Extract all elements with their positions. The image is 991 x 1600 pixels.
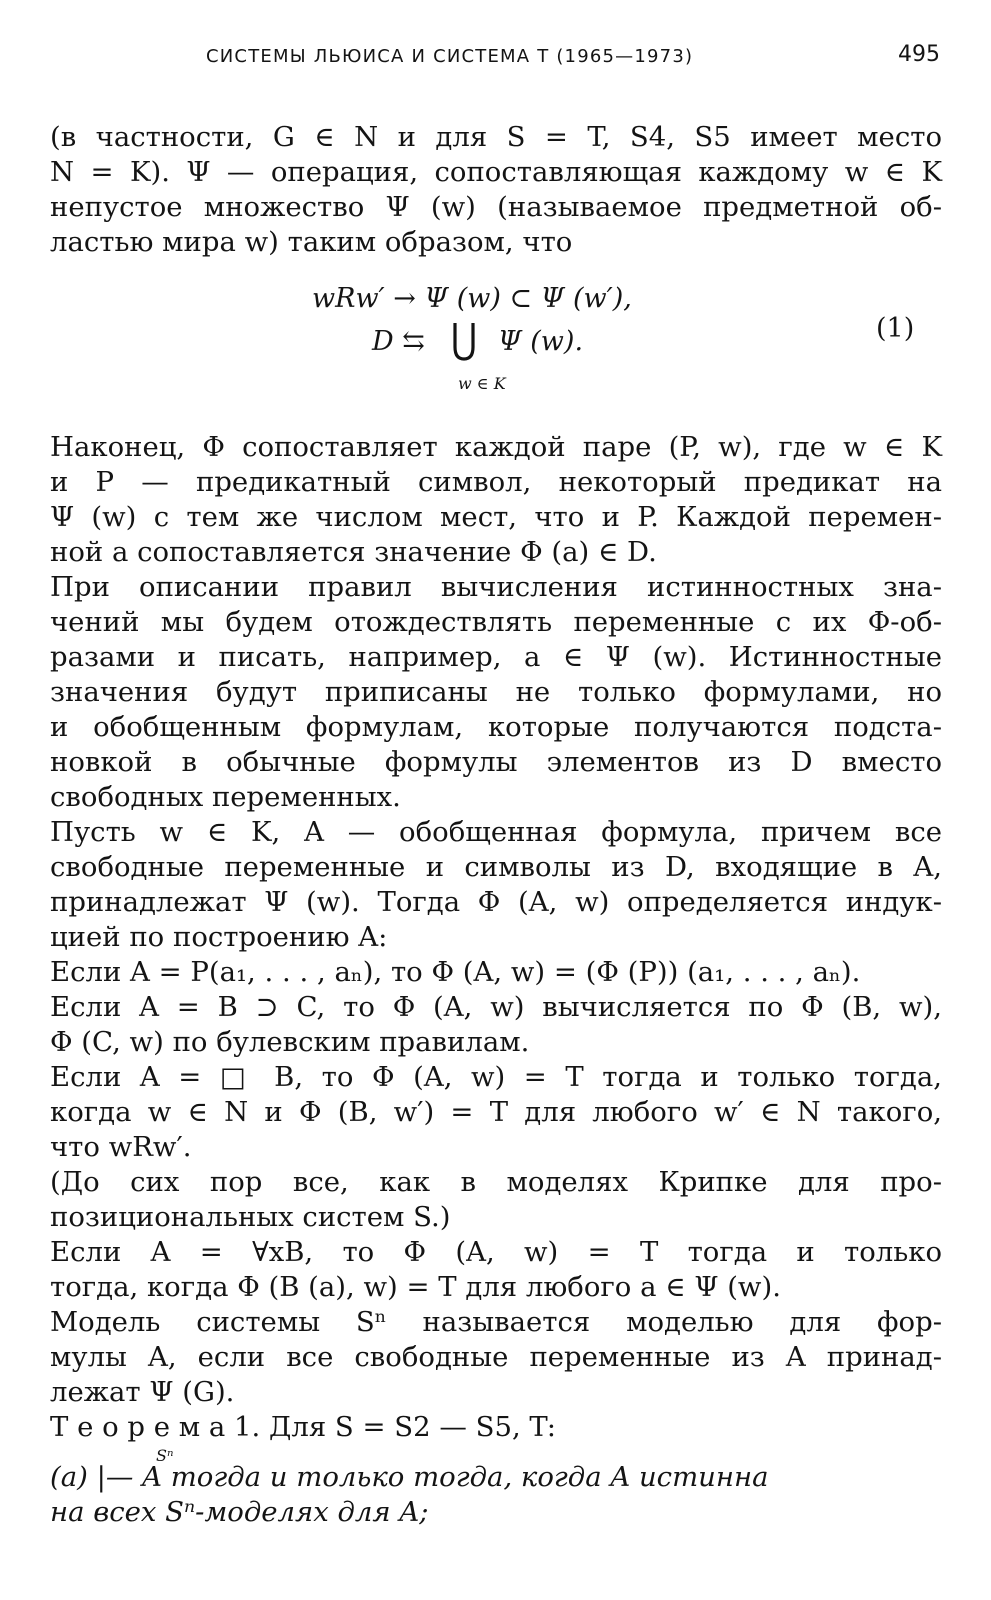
text-line: когда w ∈ N и Φ (B, w′) = T для любого w′ ∈ N такого, xyxy=(50,1096,942,1128)
text-line: Если A = □ B, то Φ (A, w) = T тогда и только тогда, xyxy=(50,1061,942,1093)
text-line: что wRw′. xyxy=(50,1131,192,1163)
text-line: Пусть w ∈ K, A — обобщенная формула, причем все xyxy=(50,816,942,848)
text-line: новкой в обычные формулы элементов из D вместо xyxy=(50,746,942,778)
union-symbol xyxy=(451,319,477,363)
text-line: и обобщенным формулам, которые получаются подста- xyxy=(50,711,942,743)
text-line: Наконец, Φ сопоставляет каждой паре (P, w), где w ∈ K xyxy=(50,431,942,463)
text-line: позициональных систем S.) xyxy=(50,1201,451,1233)
intro-line: (в частности, G ∈ N и для S = T, S4, S5 имеет место xyxy=(50,121,942,153)
text-line: Модель системы Sⁿ называется моделью для фор- xyxy=(50,1306,942,1338)
text-line: Если A = ∀xB, то Φ (A, w) = T тогда и только xyxy=(50,1236,942,1268)
formula-line-2-left: D ⇆ xyxy=(372,326,425,357)
text-line: значения будут приписаны не только формулами, но xyxy=(50,676,942,708)
text-line: цией по построению A: xyxy=(50,921,388,953)
theorem-part-a-line: на всех Sⁿ-моделях для A; xyxy=(50,1496,429,1528)
rule-atomic: Если A = P(a₁, . . . , aₙ), то Φ (A, w) = (Φ (P)) (a₁, . . . , aₙ). xyxy=(50,956,861,988)
text-line: принадлежат Ψ (w). Тогда Φ (A, w) определяется индук- xyxy=(50,886,942,918)
text-line: (До сих пор все, как в моделях Крипке для про- xyxy=(50,1166,942,1198)
formula-line-1: wRw′ → Ψ (w) ⊂ Ψ (w′), xyxy=(312,283,632,314)
theorem-part-a-line: (a) |— A тогда и только тогда, когда A истинна xyxy=(50,1461,769,1493)
page-number: 495 xyxy=(898,42,940,67)
theorem-heading: Т е о р е м а 1. Для S = S2 — S5, T: xyxy=(50,1411,557,1443)
text-line: разами и писать, например, a ∈ Ψ (w). Истинностные xyxy=(50,641,942,673)
text-line: и P — предикатный символ, некоторый предикат на xyxy=(50,466,942,498)
text-line: лежат Ψ (G). xyxy=(50,1376,235,1408)
text-line: Φ (C, w) по булевским правилам. xyxy=(50,1026,530,1058)
text-line: свободных переменных. xyxy=(50,781,401,813)
formula-line-2-right: Ψ (w). xyxy=(498,326,584,357)
text-line: тогда, когда Φ (B (a), w) = T для любого a ∈ Ψ (w). xyxy=(50,1271,781,1303)
text-line: При описании правил вычисления истинностных зна- xyxy=(50,571,942,603)
formula-subscript: w ∈ K xyxy=(458,374,506,393)
intro-line: N = K). Ψ — операция, сопоставляющая каждому w ∈ K xyxy=(50,156,942,188)
equation-number: (1) xyxy=(876,313,915,344)
turnstile-superscript: Sⁿ xyxy=(156,1446,174,1465)
text-line: свободные переменные и символы из D, входящие в A, xyxy=(50,851,942,883)
running-header xyxy=(0,40,991,76)
text-line: ной a сопоставляется значение Φ (a) ∈ D. xyxy=(50,536,657,568)
text-line: Если A = B ⊃ C, то Φ (A, w) вычисляется по Φ (B, w), xyxy=(50,991,942,1023)
running-title: СИСТЕМЫ ЛЬЮИСА И СИСТЕМА T (1965—1973) xyxy=(206,46,694,67)
text-line: чений мы будем отождествлять переменные с их Φ-об- xyxy=(50,606,942,638)
intro-line: непустое множество Ψ (w) (называемое предметной об- xyxy=(50,191,942,223)
text-line: Ψ (w) с тем же числом мест, что и P. Каждой перемен- xyxy=(50,501,942,533)
text-line: мулы A, если все свободные переменные из A принад- xyxy=(50,1341,942,1373)
intro-line: ластью мира w) таким образом, что xyxy=(50,226,573,258)
